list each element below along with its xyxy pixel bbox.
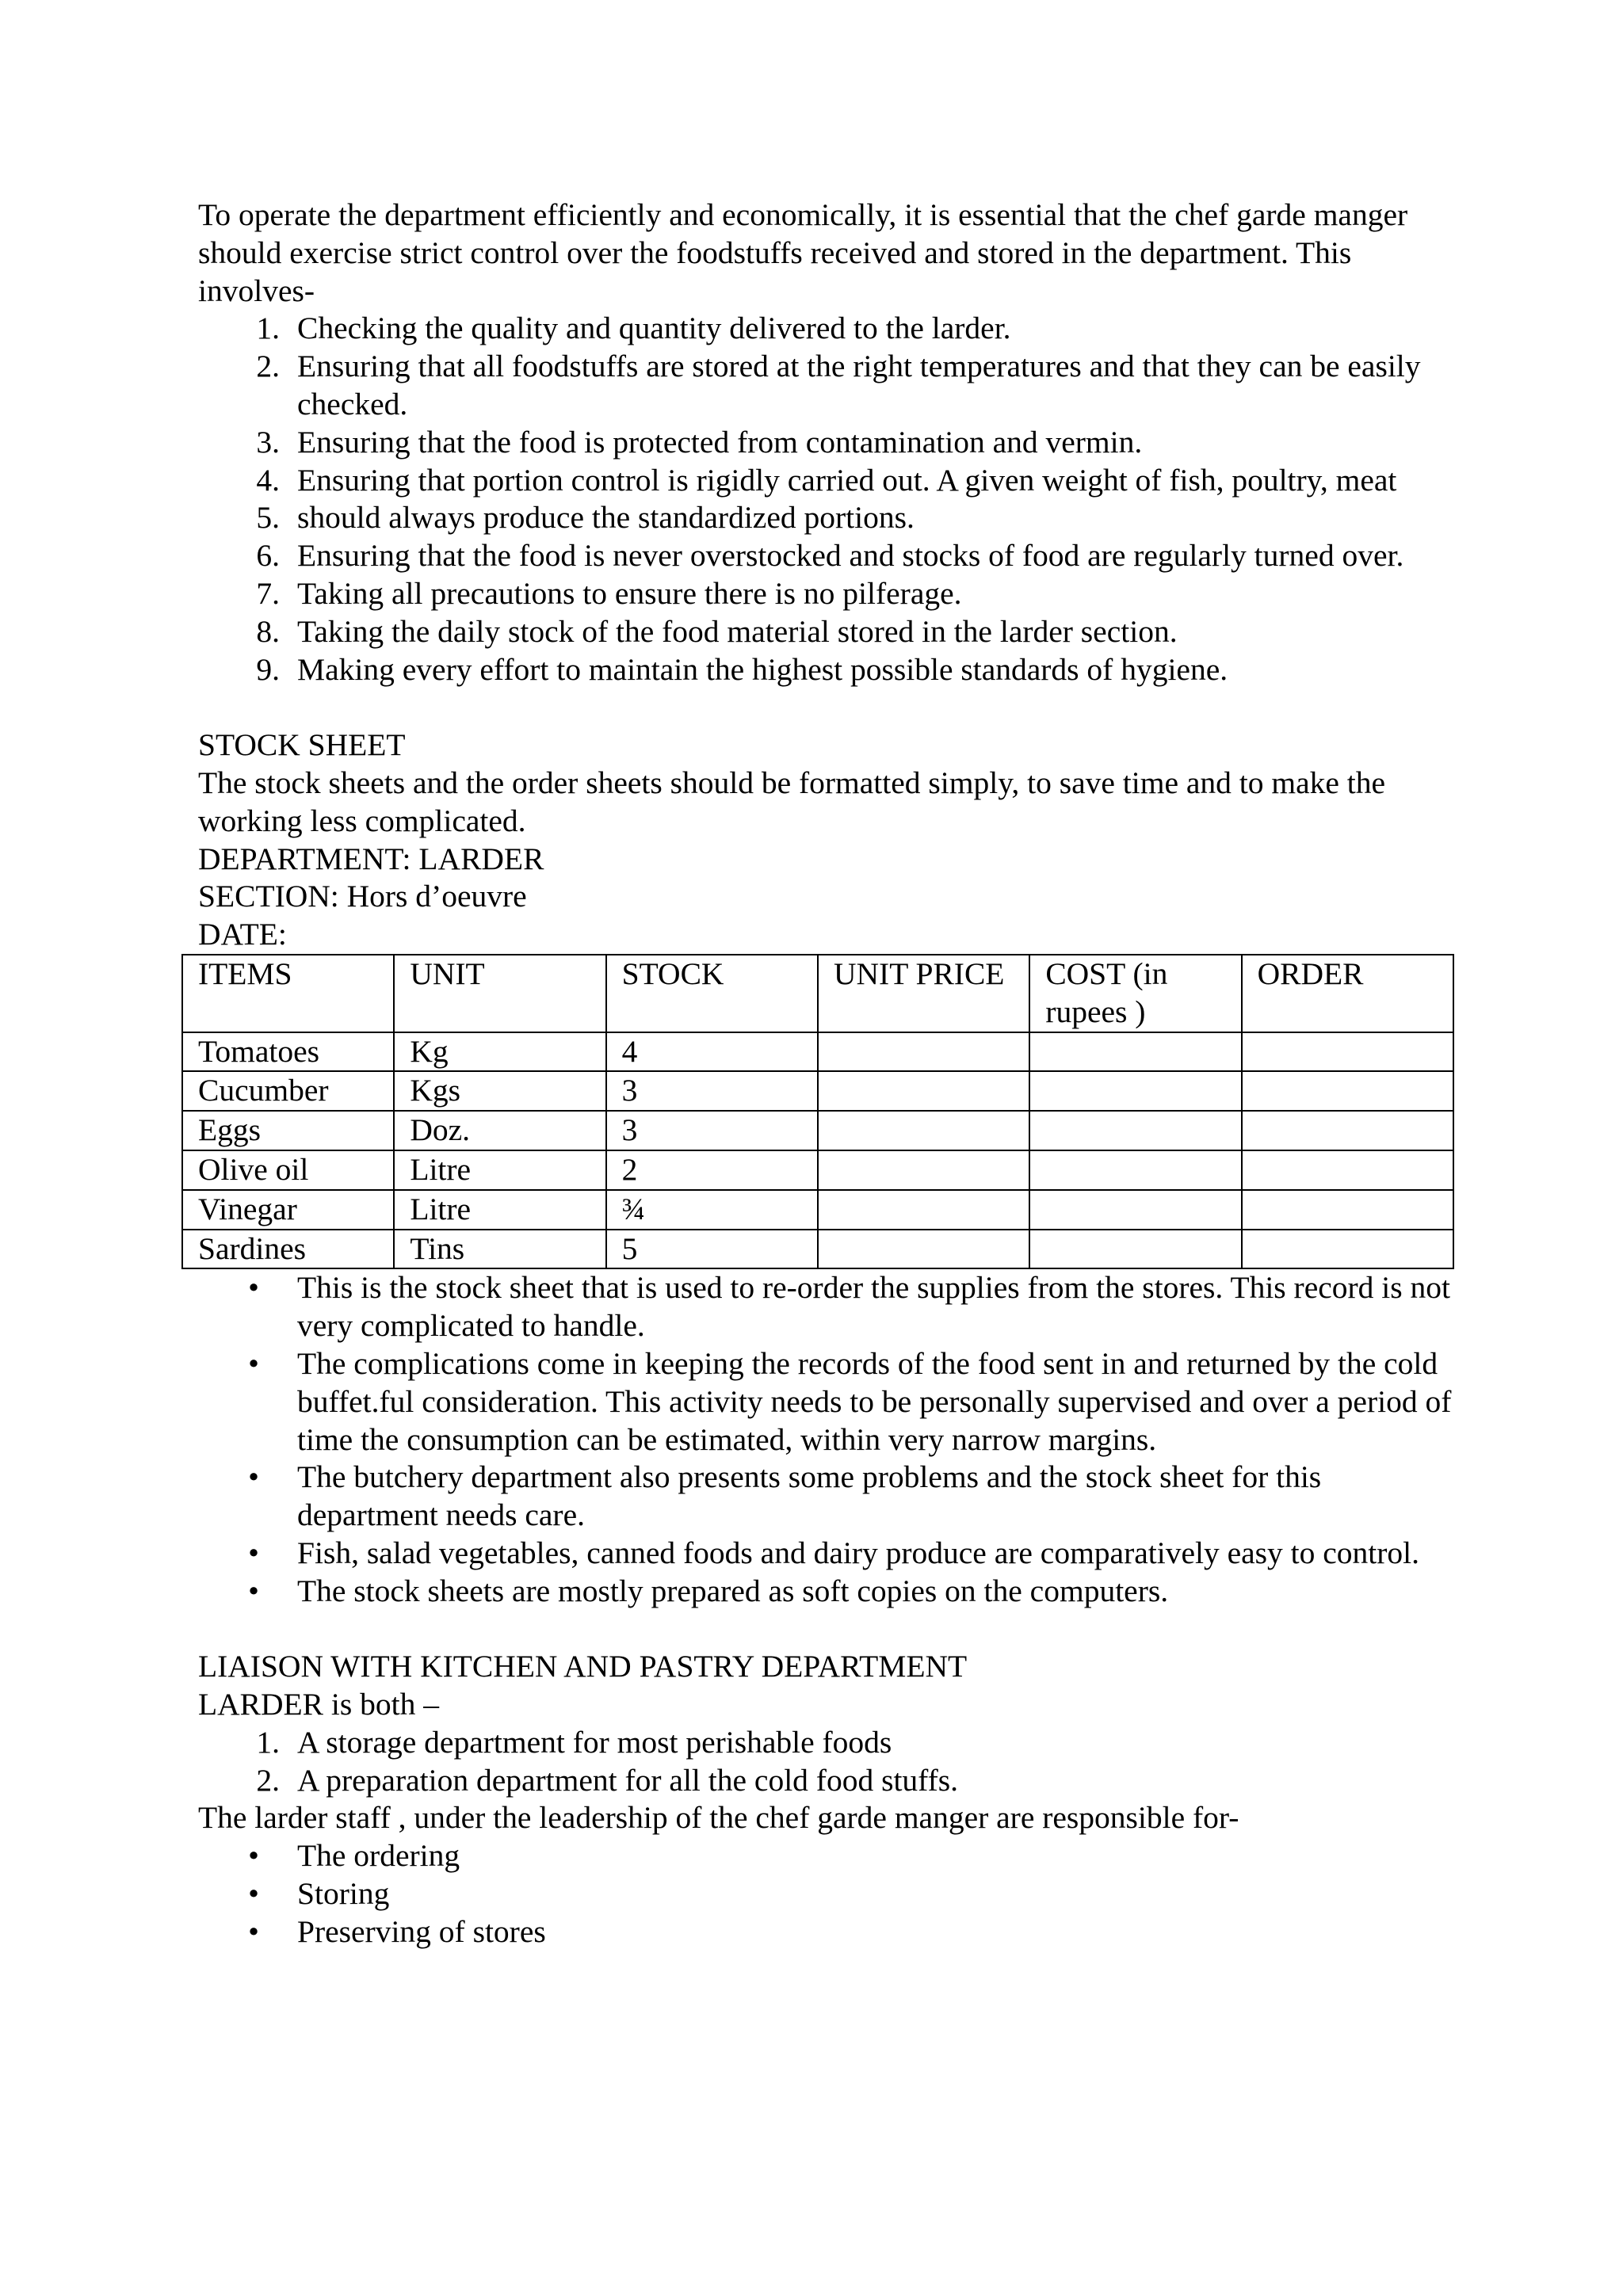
stock-sheet-description: The stock sheets and the order sheets should be formatted simply, to save time and to make the working less complicated. <box>198 765 1386 838</box>
bullet-icon: • <box>248 1573 259 1608</box>
table-cell <box>1242 1230 1453 1269</box>
list-item: 9. Making every effort to maintain the highest possible standards of hygiene. <box>256 651 1228 687</box>
table-cell <box>1242 1190 1453 1230</box>
table-cell: Eggs <box>182 1111 394 1150</box>
liaison-heading: LIAISON WITH KITCHEN AND PASTRY DEPARTMENT <box>198 1649 968 1684</box>
table-cell <box>818 1032 1029 1072</box>
bullet-icon: • <box>248 1345 259 1381</box>
list-item: 8. Taking the daily stock of the food material stored in the larder section. <box>256 613 1178 649</box>
column-header: COST (in rupees ) <box>1029 955 1241 1032</box>
table-cell: 3 <box>606 1111 818 1150</box>
table-cell: Kgs <box>394 1071 605 1111</box>
table-cell: ¾ <box>606 1190 818 1230</box>
table-cell <box>1029 1150 1241 1190</box>
table-cell <box>1029 1032 1241 1072</box>
column-header: ITEMS <box>182 955 394 1032</box>
table-cell <box>1029 1230 1241 1269</box>
bullet-icon: • <box>248 1913 259 1949</box>
bullet-icon: • <box>248 1535 259 1570</box>
bullet-icon: • <box>248 1838 259 1874</box>
column-header: ORDER <box>1242 955 1453 1032</box>
table-header-row <box>182 955 1453 1032</box>
liaison-intro: LARDER is both – <box>198 1687 439 1722</box>
table-cell <box>1242 1150 1453 1190</box>
department-label: DEPARTMENT: LARDER <box>198 841 544 876</box>
table-row <box>182 1071 1453 1111</box>
table-cell: Doz. <box>394 1111 605 1150</box>
table-row <box>182 1032 1453 1072</box>
table-cell <box>818 1150 1029 1190</box>
list-item: • Preserving of stores <box>198 1913 1458 1951</box>
stock-sheet-heading: STOCK SHEET <box>198 727 406 763</box>
document-page <box>198 196 1458 1951</box>
list-item: 2. A preparation department for all the cold food stuffs. <box>256 1762 959 1798</box>
table-cell: Tomatoes <box>182 1032 394 1072</box>
table-cell <box>818 1230 1029 1269</box>
intro-numbered-list <box>198 310 1458 688</box>
table-cell <box>1242 1071 1453 1111</box>
list-item: • This is the stock sheet that is used to re-order the supplies from the stores. This record is not very complicated to handle. <box>198 1269 1458 1345</box>
bullet-icon: • <box>248 1270 259 1306</box>
list-item: • Storing <box>198 1875 1458 1913</box>
list-item: • The ordering <box>198 1837 1458 1875</box>
table-cell <box>1029 1190 1241 1230</box>
list-item: • The stock sheets are mostly prepared as soft copies on the computers. <box>198 1573 1458 1611</box>
table-row <box>182 1150 1453 1190</box>
intro-paragraph: To operate the department efficiently and economically, it is essential that the chef garde manger should exercise strict control over the foodstuffs received and stored in the department. This involves- <box>198 197 1408 308</box>
table-cell: Olive oil <box>182 1150 394 1190</box>
table-cell <box>818 1190 1029 1230</box>
table-cell <box>818 1071 1029 1111</box>
list-item: • Fish, salad vegetables, canned foods and dairy produce are comparatively easy to control. <box>198 1535 1458 1573</box>
section-label: SECTION: Hors d’oeuvre <box>198 879 527 914</box>
list-item: • The butchery department also presents some problems and the stock sheet for this department needs care. <box>198 1459 1458 1535</box>
responsibility-paragraph: The larder staff , under the leadership of the chef garde manger are responsible for- <box>198 1800 1239 1836</box>
stock-notes-list <box>198 1269 1458 1610</box>
liaison-numbered-list <box>198 1724 1458 1800</box>
table-cell: Vinegar <box>182 1190 394 1230</box>
table-cell <box>1029 1111 1241 1150</box>
list-item: 1. Checking the quality and quantity delivered to the larder. <box>256 311 1011 346</box>
column-header: UNIT PRICE <box>818 955 1029 1032</box>
list-item: 7. Taking all precautions to ensure there is no pilferage. <box>256 575 962 611</box>
table-cell: Tins <box>394 1230 605 1269</box>
table-cell <box>818 1111 1029 1150</box>
date-label: DATE: <box>198 917 287 952</box>
stock-table <box>181 954 1454 1269</box>
bullet-icon: • <box>248 1459 259 1495</box>
column-header: STOCK <box>606 955 818 1032</box>
column-header: UNIT <box>394 955 605 1032</box>
responsibility-list <box>198 1837 1458 1951</box>
table-cell: Litre <box>394 1150 605 1190</box>
table-cell <box>1242 1032 1453 1072</box>
list-item: 1. A storage department for most perishable foods <box>256 1724 892 1760</box>
table-cell: Kg <box>394 1032 605 1072</box>
table-cell: 5 <box>606 1230 818 1269</box>
bullet-icon: • <box>248 1876 259 1912</box>
table-cell: 4 <box>606 1032 818 1072</box>
table-row <box>182 1190 1453 1230</box>
list-item: 2. Ensuring that all foodstuffs are stored at the right temperatures and that they can be easily checked. <box>256 349 1421 421</box>
list-item: 5. should always produce the standardized portions. <box>256 500 915 536</box>
table-cell: Sardines <box>182 1230 394 1269</box>
list-item: 4. Ensuring that portion control is rigidly carried out. A given weight of fish, poultry, meat <box>256 462 1397 498</box>
table-cell: Litre <box>394 1190 605 1230</box>
table-row <box>182 1230 1453 1269</box>
table-cell: 2 <box>606 1150 818 1190</box>
list-item: • The complications come in keeping the records of the food sent in and returned by the cold buffet.ful consideration. This activity needs to be personally supervised and over a period of time the consumption can be estimated, within very narrow margins. <box>198 1345 1458 1459</box>
table-cell: Cucumber <box>182 1071 394 1111</box>
table-cell: 3 <box>606 1071 818 1111</box>
table-cell <box>1242 1111 1453 1150</box>
list-item: 3. Ensuring that the food is protected from contamination and vermin. <box>256 424 1143 460</box>
table-row <box>182 1111 1453 1150</box>
table-cell <box>1029 1071 1241 1111</box>
list-item: 6. Ensuring that the food is never overstocked and stocks of food are regularly turned over. <box>256 538 1404 574</box>
